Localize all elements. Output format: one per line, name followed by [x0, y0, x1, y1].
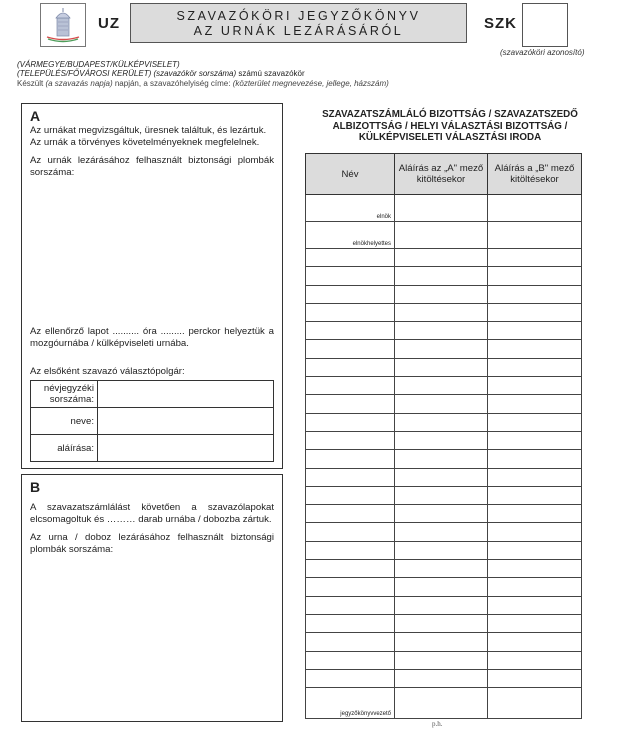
member-signature-b[interactable]	[488, 267, 582, 285]
member-name-field[interactable]	[306, 377, 395, 395]
title-line-2: AZ URNÁK LEZÁRÁSÁRÓL	[193, 24, 404, 38]
member-signature-a[interactable]	[395, 413, 488, 431]
member-signature-a[interactable]	[395, 578, 488, 596]
member-signature-a[interactable]	[395, 450, 488, 468]
member-row	[306, 285, 582, 303]
member-row	[306, 560, 582, 578]
member-signature-b[interactable]	[488, 578, 582, 596]
member-row	[306, 450, 582, 468]
member-signature-b[interactable]	[488, 340, 582, 358]
member-row	[306, 431, 582, 449]
recorder-role-label: jegyzőkönyvvezető	[340, 711, 391, 718]
member-signature-b[interactable]	[488, 614, 582, 632]
member-row	[306, 578, 582, 596]
voter-signature-field[interactable]	[98, 435, 274, 462]
seal-numbers-field[interactable]	[30, 180, 274, 320]
recorder-name-field[interactable]	[306, 688, 395, 719]
deputy-signature-a[interactable]	[395, 222, 488, 249]
member-signature-b[interactable]	[488, 249, 582, 267]
member-name-field[interactable]	[306, 267, 395, 285]
chair-signature-a[interactable]	[395, 195, 488, 222]
voter-name-label: neve:	[31, 408, 98, 435]
member-signature-a[interactable]	[395, 395, 488, 413]
member-signature-b[interactable]	[488, 322, 582, 340]
voter-row-signature	[31, 435, 274, 462]
member-signature-b[interactable]	[488, 523, 582, 541]
member-signature-a[interactable]	[395, 596, 488, 614]
member-name-field[interactable]	[306, 468, 395, 486]
seal-numbers-label: Az urnák lezárásához felhasznált biztonsági plombák sorszáma:	[30, 155, 274, 178]
member-signature-b[interactable]	[488, 669, 582, 687]
member-signature-b[interactable]	[488, 431, 582, 449]
voter-signature-label: aláírása:	[31, 435, 98, 462]
member-signature-a[interactable]	[395, 303, 488, 321]
made-prefix: Készült	[17, 79, 46, 88]
member-signature-a[interactable]	[395, 669, 488, 687]
settlement-placeholder: (TELEPÜLÉS/FŐVÁROSI KERÜLET) (szavazókör sorszáma)	[17, 69, 237, 78]
member-name-field[interactable]	[306, 395, 395, 413]
member-signature-b[interactable]	[488, 303, 582, 321]
member-signature-b[interactable]	[488, 450, 582, 468]
member-signature-a[interactable]	[395, 358, 488, 376]
chair-role-label: elnök	[376, 214, 391, 220]
recorder-signature-b[interactable]	[488, 688, 582, 719]
urns-compliant-text: Az urnák a törvényes követelményeknek megfelelnek.	[30, 137, 260, 148]
deputy-signature-b[interactable]	[488, 222, 582, 249]
member-signature-b[interactable]	[488, 468, 582, 486]
member-signature-a[interactable]	[395, 267, 488, 285]
deputy-role-label: elnökhelyettes	[352, 241, 391, 247]
member-row	[306, 669, 582, 687]
stamp-place-label: p.h.	[432, 720, 443, 728]
member-signature-b[interactable]	[488, 541, 582, 559]
precinct-id-field[interactable]	[522, 3, 568, 47]
form-code-right: SZK	[484, 15, 517, 32]
member-row	[306, 651, 582, 669]
member-signature-a[interactable]	[395, 431, 488, 449]
member-signature-a[interactable]	[395, 523, 488, 541]
member-row	[306, 340, 582, 358]
box-seal-numbers-label: Az urna / doboz lezárásához felhasznált biztonsági plombák sorszáma:	[30, 532, 274, 555]
member-signature-a[interactable]	[395, 340, 488, 358]
member-signature-a[interactable]	[395, 633, 488, 651]
column-signature-a: Aláírás az „A" mező kitöltésekor	[395, 154, 488, 195]
register-number-field[interactable]	[98, 381, 274, 408]
member-row	[306, 614, 582, 632]
voter-row-name	[31, 408, 274, 435]
member-signature-a[interactable]	[395, 249, 488, 267]
member-signature-b[interactable]	[488, 395, 582, 413]
member-row	[306, 249, 582, 267]
member-name-field[interactable]	[306, 358, 395, 376]
first-voter-label: Az elsőként szavazó választópolgár:	[30, 366, 185, 377]
member-row	[306, 303, 582, 321]
member-row	[306, 505, 582, 523]
section-a-letter: A	[30, 108, 41, 124]
made-on-line	[17, 79, 389, 88]
member-signature-b[interactable]	[488, 377, 582, 395]
member-signature-a[interactable]	[395, 322, 488, 340]
coat-of-arms-logo	[40, 3, 86, 47]
member-name-field[interactable]	[306, 486, 395, 504]
member-row	[306, 358, 582, 376]
member-signature-a[interactable]	[395, 560, 488, 578]
member-signature-b[interactable]	[488, 486, 582, 504]
member-signature-b[interactable]	[488, 633, 582, 651]
member-name-field[interactable]	[306, 633, 395, 651]
voter-row-register-number	[31, 381, 274, 408]
member-signature-b[interactable]	[488, 505, 582, 523]
member-signature-a[interactable]	[395, 486, 488, 504]
member-name-field[interactable]	[306, 669, 395, 687]
member-name-field[interactable]	[306, 596, 395, 614]
control-sheet-text: Az ellenőrző lapot .......... óra ......... perckor helyeztük a mozgóurnába / külképviseleti urnába.	[30, 326, 274, 349]
section-b	[21, 474, 283, 722]
member-name-field[interactable]	[306, 285, 395, 303]
chair-name-field[interactable]	[306, 195, 395, 222]
member-signature-b[interactable]	[488, 413, 582, 431]
deputy-name-field[interactable]	[306, 222, 395, 249]
row-recorder	[306, 688, 582, 719]
member-name-field[interactable]	[306, 340, 395, 358]
member-signature-a[interactable]	[395, 285, 488, 303]
row-deputy-chair	[306, 222, 582, 249]
member-name-field[interactable]	[306, 560, 395, 578]
hungarian-coat-of-arms-icon	[41, 4, 85, 46]
section-b-letter: B	[30, 479, 41, 495]
member-name-field[interactable]	[306, 614, 395, 632]
form-code-left: UZ	[98, 15, 120, 32]
county-placeholder: (VÁRMEGYE/BUDAPEST/KÜLKÉPVISELET)	[17, 60, 180, 69]
county-line	[17, 60, 180, 69]
committee-signature-table	[305, 153, 582, 719]
member-signature-b[interactable]	[488, 651, 582, 669]
member-name-field[interactable]	[306, 413, 395, 431]
precinct-suffix: számú szavazókör	[236, 69, 305, 78]
date-placeholder: (a szavazás napja)	[45, 79, 113, 88]
member-signature-b[interactable]	[488, 596, 582, 614]
signature-table-header	[306, 154, 582, 195]
member-signature-a[interactable]	[395, 468, 488, 486]
member-row	[306, 267, 582, 285]
address-placeholder: (közterület megnevezése, jellege, házszám)	[232, 79, 389, 88]
chair-signature-b[interactable]	[488, 195, 582, 222]
title-line-1: SZAVAZÓKÖRI JEGYZŐKÖNYV	[176, 9, 421, 23]
member-name-field[interactable]	[306, 431, 395, 449]
recorder-signature-a[interactable]	[395, 688, 488, 719]
member-name-field[interactable]	[306, 450, 395, 468]
row-chair	[306, 195, 582, 222]
member-signature-b[interactable]	[488, 358, 582, 376]
member-name-field[interactable]	[306, 523, 395, 541]
member-signature-b[interactable]	[488, 285, 582, 303]
member-row	[306, 633, 582, 651]
member-row	[306, 468, 582, 486]
member-signature-a[interactable]	[395, 377, 488, 395]
section-a	[21, 103, 283, 469]
document-title	[130, 3, 467, 43]
member-row	[306, 486, 582, 504]
register-number-label: névjegyzéki sorszáma:	[31, 381, 98, 408]
column-signature-b: Aláírás a „B" mező kitöltésekor	[488, 154, 582, 195]
member-row	[306, 541, 582, 559]
column-name: Név	[306, 154, 395, 195]
committee-title: SZAVAZATSZÁMLÁLÓ BIZOTTSÁG / SZAVAZATSZEDŐ ALBIZOTTSÁG / HELYI VÁLASZTÁSI BIZOTTSÁG / KÜLKÉPVISELETI VÁLASZTÁSI IRODA	[322, 109, 578, 143]
member-name-field[interactable]	[306, 505, 395, 523]
member-signature-b[interactable]	[488, 560, 582, 578]
member-name-field[interactable]	[306, 578, 395, 596]
first-voter-table	[30, 380, 274, 462]
member-row	[306, 523, 582, 541]
urns-checked-text: Az urnákat megvizsgáltuk, üresnek találtuk, és lezártuk.	[30, 125, 267, 136]
member-signature-a[interactable]	[395, 614, 488, 632]
member-name-field[interactable]	[306, 249, 395, 267]
precinct-id-caption: (szavazóköri azonosító)	[500, 48, 585, 57]
ballots-packed-text: A szavazatszámlálást követően a szavazólapokat elcsomagoltuk és ……… darab urnába / dobozba zártuk.	[30, 502, 274, 525]
box-seal-numbers-field[interactable]	[30, 559, 274, 709]
address-prefix: napján, a szavazóhelyiség címe:	[112, 79, 233, 88]
member-row	[306, 596, 582, 614]
member-signature-a[interactable]	[395, 505, 488, 523]
member-row	[306, 377, 582, 395]
member-row	[306, 413, 582, 431]
member-row	[306, 395, 582, 413]
member-name-field[interactable]	[306, 651, 395, 669]
settlement-line	[17, 69, 305, 78]
member-signature-a[interactable]	[395, 541, 488, 559]
member-name-field[interactable]	[306, 322, 395, 340]
member-name-field[interactable]	[306, 303, 395, 321]
member-name-field[interactable]	[306, 541, 395, 559]
member-row	[306, 322, 582, 340]
member-signature-a[interactable]	[395, 651, 488, 669]
voter-name-field[interactable]	[98, 408, 274, 435]
